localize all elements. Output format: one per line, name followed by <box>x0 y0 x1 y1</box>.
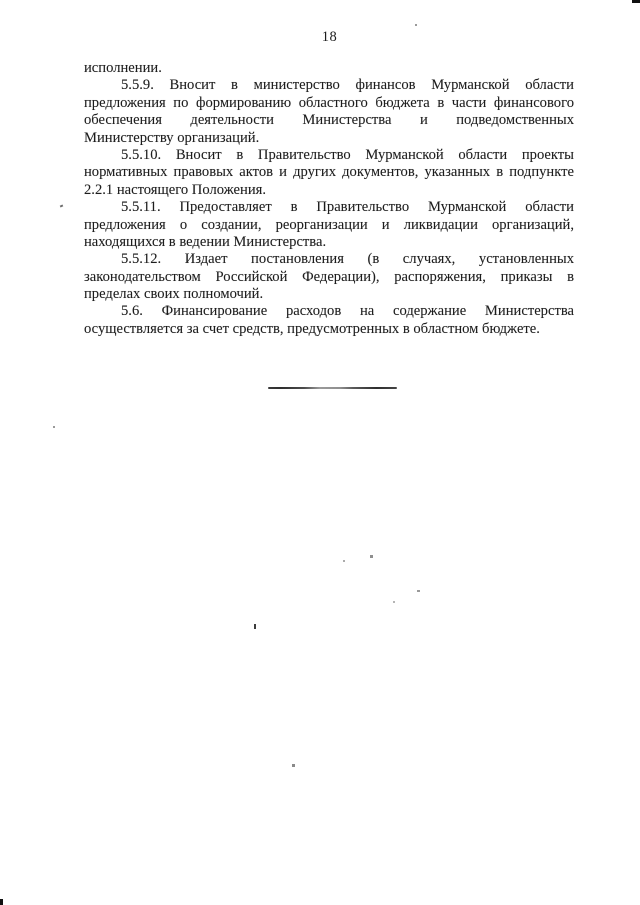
scan-artifact <box>60 204 64 207</box>
scan-artifact <box>343 560 345 562</box>
text-line: предложения о создании, реорганизации и ликвидации организаций, <box>84 216 574 233</box>
text-line: 5.5.12. Издает постановления (в случаях, установленных <box>121 251 574 268</box>
scan-artifact <box>632 0 640 3</box>
text-line: осуществляется за счет средств, предусмотренных в областном бюджете. <box>84 320 540 337</box>
text-line: 2.2.1 настоящего Положения. <box>84 181 267 198</box>
text-line: исполнении. <box>84 60 162 76</box>
scan-artifact <box>417 590 420 592</box>
scan-artifact <box>393 601 395 603</box>
scan-artifact <box>0 899 3 905</box>
document-text-block <box>84 60 574 338</box>
scan-artifact <box>292 764 295 767</box>
scan-artifact <box>254 624 256 629</box>
text-line: 5.5.10. Вносит в Правительство Мурманской области проекты <box>121 146 574 163</box>
scan-artifact <box>370 555 373 558</box>
text-line: нормативных правовых актов и других документов, указанных в подпункте <box>84 164 574 181</box>
text-line: законодательством Российской Федерации), распоряжения, приказы в <box>84 268 574 285</box>
text-line: 5.5.11. Предоставляет в Правительство Мурманской области <box>121 199 574 216</box>
scan-artifact <box>53 426 55 428</box>
text-line: 5.6. Финансирование расходов на содержание Министерства <box>121 303 574 320</box>
page-number: 18 <box>321 29 338 45</box>
text-line: Министерству организаций. <box>84 129 260 146</box>
scan-artifact <box>415 24 417 26</box>
text-line: пределах своих полномочий. <box>84 286 264 303</box>
text-line: 5.5.9. Вносит в министерство финансов Мурманской области <box>121 77 574 94</box>
text-line: предложения по формированию областного бюджета в части финансового <box>84 94 574 111</box>
section-end-divider <box>268 387 397 389</box>
text-line: находящихся в ведении Министерства. <box>84 233 327 250</box>
text-line: обеспечения деятельности Министерства и подведомственных <box>84 112 574 129</box>
